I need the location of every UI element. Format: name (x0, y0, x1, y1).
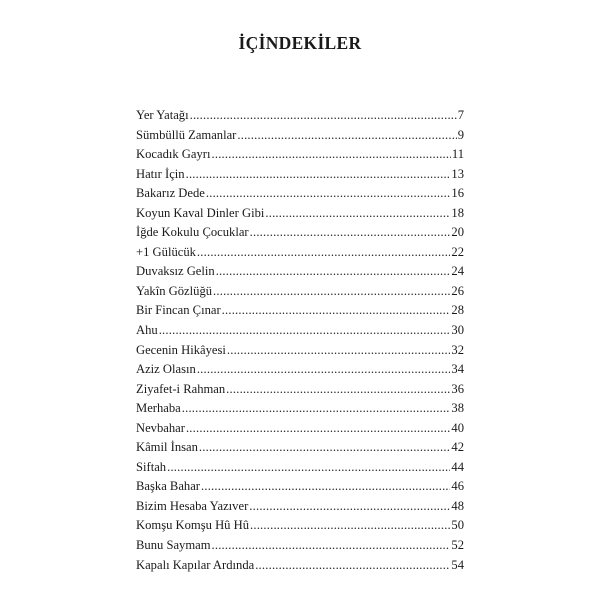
dot-leader (250, 516, 450, 536)
dot-leader (186, 165, 451, 185)
toc-entry-page-number: 26 (451, 283, 464, 298)
toc-entry-title: Koyun Kaval Dinler Gibi (136, 205, 265, 220)
dot-leader (199, 438, 451, 458)
toc-entry (136, 106, 464, 126)
dot-leader (167, 458, 450, 478)
dot-leader (212, 145, 451, 165)
dot-leader (216, 262, 451, 282)
table-of-contents (136, 106, 464, 575)
toc-entry-title: Duvaksız Gelin (136, 264, 215, 279)
toc-entry-title: Yakîn Gözlüğü (136, 283, 213, 298)
toc-entry-page-number: 22 (451, 244, 464, 259)
toc-entry-page-number: 46 (451, 479, 464, 494)
toc-entry-title: Yer Yatağı (136, 108, 189, 122)
toc-entry (136, 458, 464, 478)
dot-leader (255, 556, 450, 576)
toc-entry (136, 282, 464, 302)
toc-entry-title: Ahu (136, 323, 158, 338)
toc-entry-title: Bir Fincan Çınar (136, 303, 221, 318)
page-title: İÇİNDEKİLER (238, 33, 362, 53)
toc-entry-title: Başka Bahar (136, 479, 200, 494)
toc-entry-title: Kapalı Kapılar Ardında (136, 557, 255, 572)
toc-entry-page-number: 38 (451, 401, 464, 416)
dot-leader (237, 126, 456, 146)
toc-entry-page-number: 7 (457, 108, 464, 122)
dot-leader (250, 223, 451, 243)
toc-entry-title: Bizim Hesaba Yazıver (136, 498, 249, 513)
dot-leader (197, 243, 450, 263)
toc-entry (136, 301, 464, 321)
toc-entry-page-number: 48 (451, 498, 464, 513)
toc-entry-title: Sümbüllü Zamanlar (136, 127, 237, 142)
toc-entry (136, 184, 464, 204)
toc-entry (136, 536, 464, 556)
dot-leader (265, 204, 450, 224)
toc-entry-page-number: 16 (451, 186, 464, 201)
dot-leader (190, 106, 457, 126)
toc-entry (136, 438, 464, 458)
toc-entry-page-number: 20 (451, 225, 464, 240)
toc-entry-page-number: 30 (451, 323, 464, 338)
toc-entry-title: Bakarız Dede (136, 186, 205, 201)
toc-entry (136, 360, 464, 380)
toc-entry-page-number: 54 (451, 557, 464, 572)
dot-leader (249, 497, 450, 517)
toc-entry-title: +1 Gülücük (136, 244, 196, 259)
toc-entry (136, 419, 464, 439)
toc-entry (136, 223, 464, 243)
dot-leader (222, 301, 451, 321)
toc-entry-page-number: 24 (451, 264, 464, 279)
dot-leader (213, 282, 450, 302)
toc-entry-title: Merhaba (136, 401, 181, 416)
dot-leader (186, 419, 450, 439)
dot-leader (159, 321, 451, 341)
toc-entry (136, 556, 464, 576)
toc-entry-page-number: 34 (451, 362, 464, 377)
dot-leader (197, 360, 451, 380)
toc-entry-title: Kâmil İnsan (136, 440, 198, 455)
toc-entry-title: Ziyafet-i Rahman (136, 381, 226, 396)
toc-entry (136, 165, 464, 185)
dot-leader (206, 184, 451, 204)
toc-entry (136, 341, 464, 361)
toc-entry (136, 516, 464, 536)
dot-leader (182, 399, 451, 419)
dot-leader (201, 477, 450, 497)
toc-entry (136, 399, 464, 419)
toc-entry-page-number: 18 (451, 205, 464, 220)
toc-entry (136, 380, 464, 400)
toc-entry-page-number: 36 (451, 381, 464, 396)
toc-entry-page-number: 32 (451, 342, 464, 357)
toc-entry (136, 262, 464, 282)
toc-entry-page-number: 50 (451, 518, 464, 533)
toc-entry-page-number: 9 (457, 127, 464, 142)
toc-entry-page-number: 42 (451, 440, 464, 455)
dot-leader (212, 536, 451, 556)
toc-entry (136, 204, 464, 224)
toc-entry (136, 497, 464, 517)
toc-entry-page-number: 44 (451, 459, 464, 474)
toc-entry-title: Gecenin Hikâyesi (136, 342, 226, 357)
toc-entry (136, 477, 464, 497)
toc-entry-title: Hatır İçin (136, 166, 185, 181)
toc-entry (136, 243, 464, 263)
toc-entry-title: Bunu Saymam (136, 538, 211, 553)
toc-entry-page-number: 28 (451, 303, 464, 318)
toc-entry-page-number: 13 (451, 166, 464, 181)
toc-entry-title: Kocadık Gayrı (136, 147, 211, 162)
dot-leader (227, 341, 451, 361)
toc-entry-title: Nevbahar (136, 420, 185, 435)
toc-entry-title: Komşu Komşu Hû Hû (136, 518, 249, 533)
toc-entry (136, 145, 464, 165)
toc-entry-page-number: 11 (451, 147, 464, 162)
toc-entry-page-number: 40 (451, 420, 464, 435)
toc-entry-title: Siftah (136, 459, 167, 474)
toc-entry-title: Aziz Olasın (136, 362, 196, 377)
toc-entry-page-number: 52 (451, 538, 464, 553)
toc-entry-title: İğde Kokulu Çocuklar (136, 225, 249, 240)
dot-leader (226, 380, 450, 400)
toc-entry (136, 126, 464, 146)
toc-entry (136, 321, 464, 341)
